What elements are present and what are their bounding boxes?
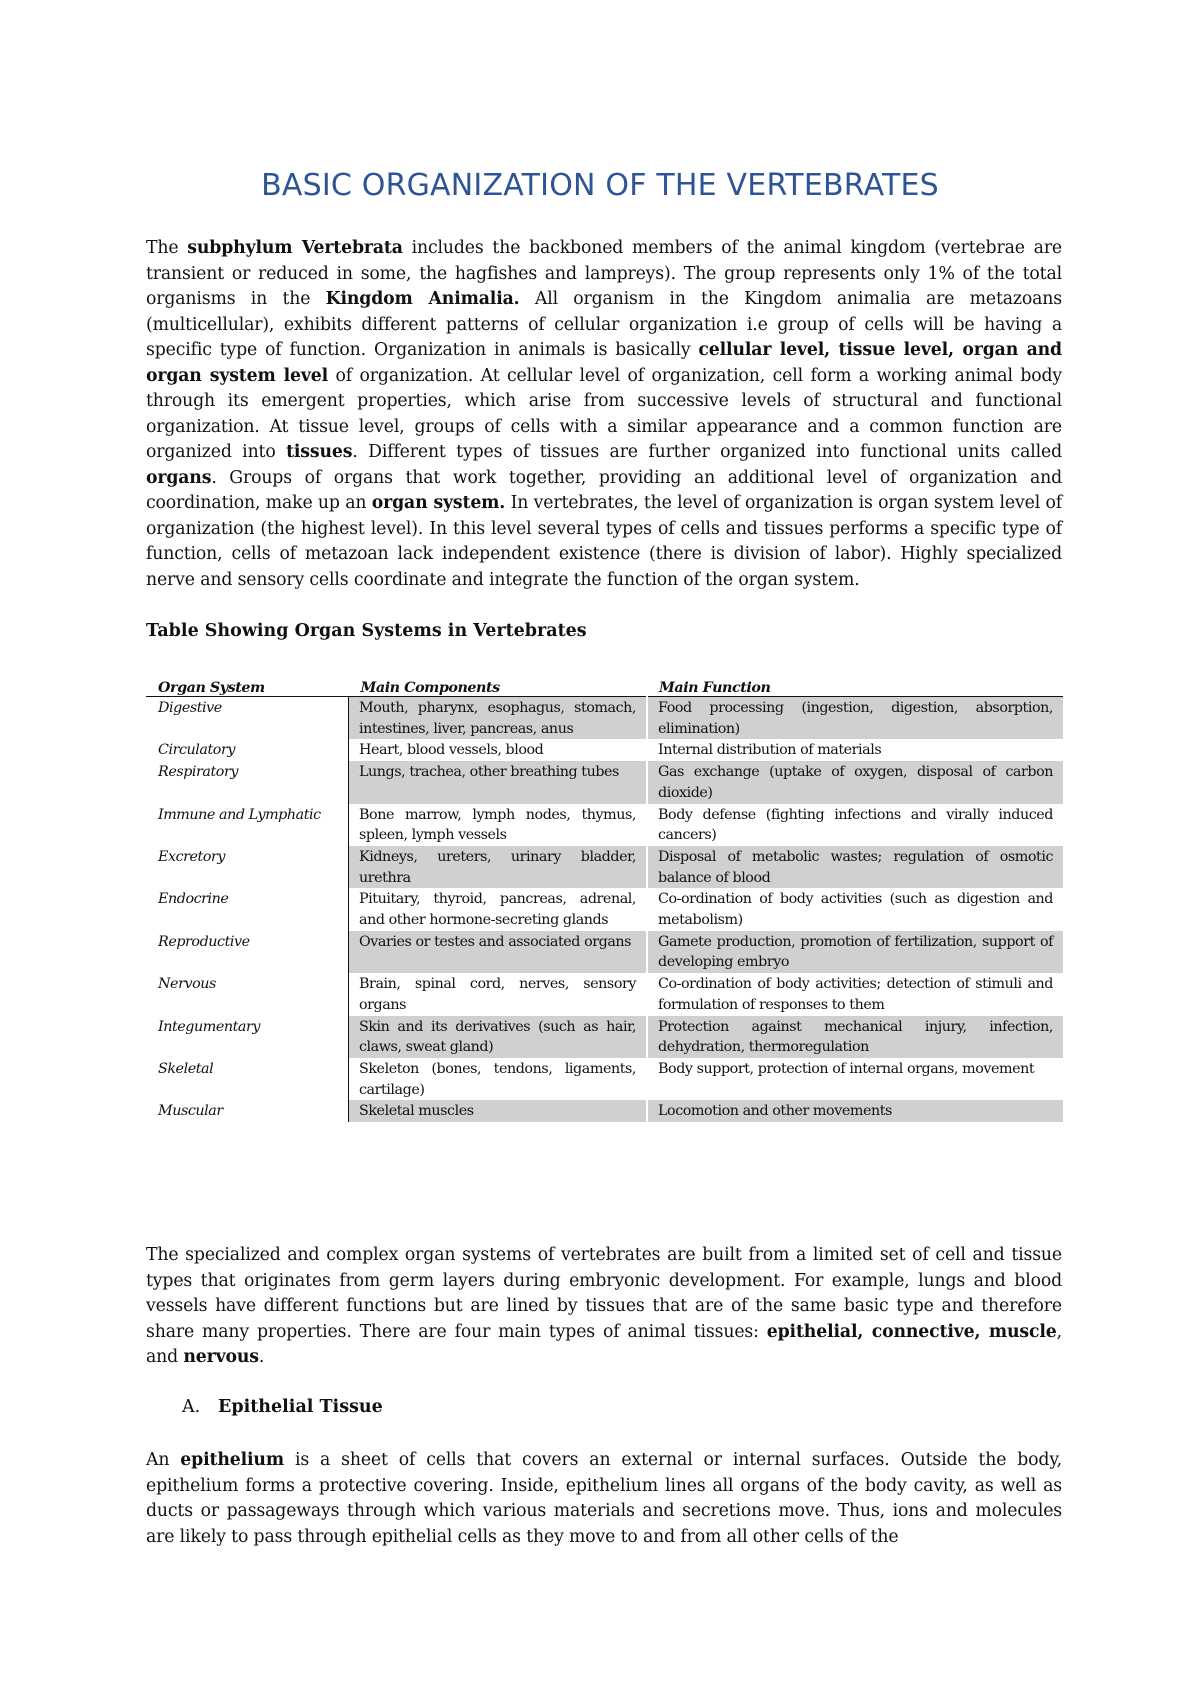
- text-run: The: [146, 238, 188, 258]
- cell-organ-system: Integumentary: [158, 1018, 260, 1035]
- cell-main-components: Brain, spinal cord, nerves, sensory organs: [349, 973, 648, 1015]
- cell-main-components: Bone marrow, lymph nodes, thymus, spleen, lymph vessels: [349, 804, 648, 846]
- cell-organ-system: Endocrine: [158, 891, 229, 908]
- table-header-row: [146, 676, 1063, 697]
- cell-main-function: Locomotion and other movements: [647, 1100, 1063, 1122]
- section-marker: A.: [182, 1397, 201, 1417]
- cell-organ-system: Immune and Lymphatic: [158, 806, 321, 823]
- cell-main-components: Skeletal muscles: [349, 1100, 648, 1122]
- bold-term: organ system.: [371, 493, 506, 513]
- cell-organ-system: Circulatory: [158, 742, 235, 759]
- text-run: is a sheet of cells that covers an external or internal surfaces. Outside the body, epithelium forms a protective covering. Inside, epithelium lines all organs of the body cavity, as well as ducts or passageways through which various materials and secretions move. Thus, ions and molecules are likely to pass through epithelial cells as they move to and from all other cells of the: [146, 1450, 1062, 1547]
- table-row: [146, 761, 1063, 803]
- cell-organ-system: Muscular: [158, 1103, 223, 1120]
- cell-main-function: Food processing (ingestion, digestion, absorption, elimination): [647, 697, 1063, 740]
- text-run: .: [258, 1347, 265, 1367]
- table-row: [146, 888, 1063, 930]
- text-run: of organization. At cellular level of organization, cell form a working animal body through its emergent properties, which arise from successive levels of structural and functional organization. At tissue level, groups of cells with a similar appearance and a common function are organized into: [146, 365, 1063, 462]
- table-row: [146, 1058, 1063, 1100]
- cell-main-components: Kidneys, ureters, urinary bladder, urethra: [349, 846, 648, 888]
- tissues-paragraph: [146, 1243, 1062, 1371]
- bold-term: epithelium: [180, 1450, 284, 1470]
- bold-term: cellular level, tissue level, organ and organ system level: [146, 340, 1062, 386]
- text-run: All organism in the Kingdom animalia are metazoans (multicellular), exhibits different patterns of cellular organization i.e group of cells will be having a specific type of function. Organization in animals is basically: [146, 289, 1062, 360]
- intro-paragraph: [146, 236, 1062, 593]
- table-row: [146, 973, 1063, 1015]
- table-row: [146, 697, 1063, 740]
- epithelium-paragraph: [146, 1448, 1062, 1550]
- cell-main-function: Body support, protection of internal organs, movement: [658, 1060, 1035, 1077]
- text-run: In vertebrates, the level of organization is organ system level of organization (the highest level). In this level several types of cells and tissues performs a specific type of function, cells of metazoan lack independent existence (there is division of labor). Highly specialized nerve and sensory cells coordinate and integrate the function of the organ system.: [146, 493, 1062, 590]
- cell-main-components: Lungs, trachea, other breathing tubes: [349, 761, 648, 803]
- organ-systems-table: [146, 676, 1063, 1122]
- cell-main-components: Mouth, pharynx, esophagus, stomach, intestines, liver, pancreas, anus: [349, 697, 648, 740]
- cell-main-components: Heart, blood vessels, blood: [349, 739, 648, 761]
- cell-main-function: Internal distribution of materials: [658, 742, 882, 759]
- text-run: The specialized and complex organ systems of vertebrates are built from a limited set of cell and tissue types that originates from germ layers during embryonic development. For example, lungs and blood vessels have different functions but are lined by tissues that are of the same basic type and therefore share many properties. There are four main types of animal tissues:: [146, 1245, 1062, 1342]
- cell-main-function: Gamete production, promotion of fertilization, support of developing embryo: [647, 931, 1063, 973]
- cell-organ-system: Respiratory: [158, 764, 238, 781]
- bold-term: organs: [146, 467, 212, 488]
- table-row: [146, 1100, 1063, 1122]
- cell-main-function: Disposal of metabolic wastes; regulation of osmotic balance of blood: [647, 846, 1063, 888]
- text-run: An: [146, 1450, 181, 1470]
- cell-organ-system: Digestive: [158, 700, 222, 716]
- cell-main-function: Co-ordination of body activities (such as digestion and metabolism): [658, 891, 1053, 929]
- header-organ-system: Organ System: [146, 676, 349, 697]
- cell-main-function: Co-ordination of body activities; detection of stimuli and formulation of responses to them: [658, 976, 1053, 1013]
- cell-main-function: Protection against mechanical injury, infection, dehydration, thermoregulation: [647, 1016, 1063, 1058]
- cell-organ-system: Skeletal: [158, 1060, 214, 1077]
- text-run: includes the backboned members of the animal kingdom (vertebrae are transient or reduced in some, the hagfishes and lampreys). The group represents only 1% of the total organisms in the: [146, 238, 1063, 309]
- bold-term: Kingdom Animalia.: [325, 289, 520, 309]
- cell-main-function: Body defense (fighting infections and virally induced cancers): [658, 806, 1053, 844]
- cell-organ-system: Excretory: [158, 848, 226, 865]
- bold-term: epithelial, connective, muscle: [766, 1321, 1057, 1342]
- table-row: [146, 739, 1063, 761]
- bold-term: nervous: [183, 1347, 259, 1367]
- table-row: [146, 804, 1063, 846]
- table-caption: Table Showing Organ Systems in Vertebrates: [146, 621, 587, 641]
- text-run: . Different types of tissues are further organized into functional units called: [352, 442, 1062, 462]
- table-row: [146, 846, 1063, 888]
- cell-main-components: Skin and its derivatives (such as hair, claws, sweat gland): [349, 1016, 648, 1058]
- cell-main-components: Skeleton (bones, tendons, ligaments, cartilage): [349, 1058, 648, 1100]
- cell-main-components: Ovaries or testes and associated organs: [349, 931, 648, 973]
- bold-term: tissues: [286, 442, 353, 462]
- header-main-function: Main Function: [647, 676, 1063, 697]
- table-row: [146, 931, 1063, 973]
- cell-main-function: Gas exchange (uptake of oxygen, disposal of carbon dioxide): [647, 761, 1063, 803]
- cell-organ-system: Nervous: [158, 976, 216, 993]
- section-heading-epithelial: [182, 1397, 383, 1417]
- text-run: , and: [146, 1321, 1062, 1367]
- page-title: BASIC ORGANIZATION OF THE VERTEBRATES: [261, 168, 939, 203]
- cell-main-components: Pituitary, thyroid, pancreas, adrenal, and other hormone-secreting glands: [349, 888, 648, 930]
- text-run: . Groups of organs that work together, providing an additional level of organization and coordination, make up an: [146, 467, 1062, 513]
- header-main-components: Main Components: [349, 676, 648, 697]
- bold-term: subphylum Vertebrata: [187, 238, 403, 258]
- cell-organ-system: Reproductive: [158, 933, 250, 950]
- section-label: Epithelial Tissue: [218, 1397, 383, 1417]
- table-row: [146, 1016, 1063, 1058]
